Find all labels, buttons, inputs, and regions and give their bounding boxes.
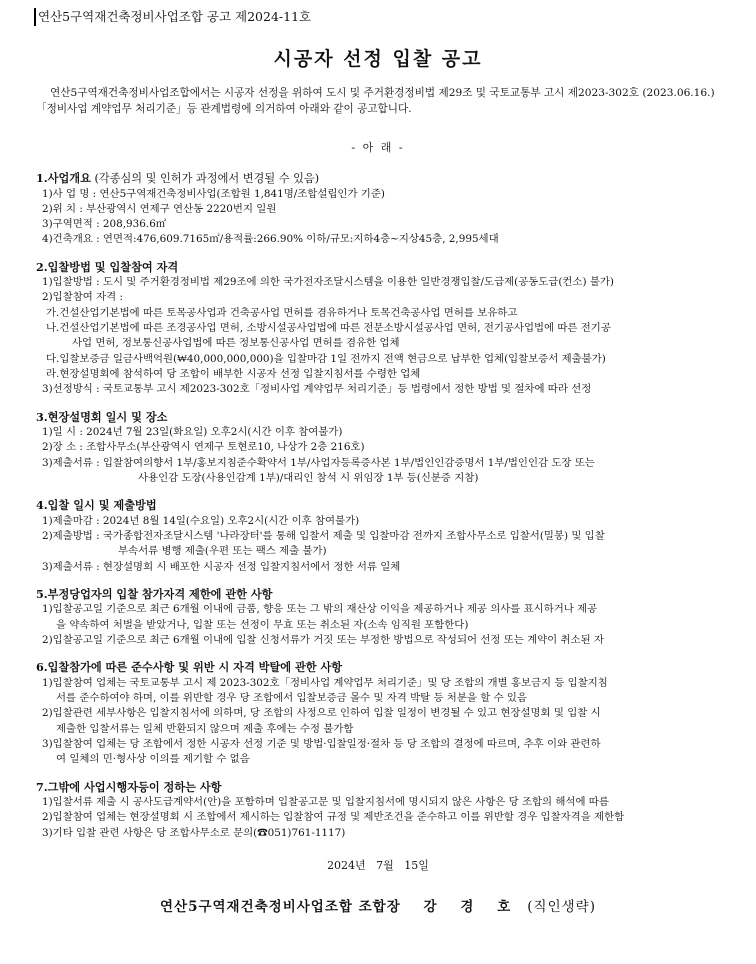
section-title: 1.사업개요 (각종심의 및 인허가 과정에서 변경될 수 있음) [36, 171, 320, 185]
page-title: 시공자 선정 입찰 공고 [273, 48, 483, 70]
list-item: 4)건축개요 : 연면적:476,609.7165㎡/용적률:266.90% 이하/규모:지하4층~지상45층, 2,995세대 [42, 233, 499, 246]
list-item: 1)입찰서류 제출 시 공사도급계약서(안)을 포함하며 입찰공고문 및 입찰지침서에 명시되지 않은 사항은 당 조합의 해석에 따름 [42, 796, 609, 809]
section-7 [36, 780, 720, 841]
section-1 [36, 171, 720, 248]
notice-date: 2024년 7월 15일 [327, 859, 429, 872]
list-item: 3)구역면적 : 208,936.6㎡ [42, 218, 167, 231]
seal-omitted-note: (직인생략) [527, 899, 596, 915]
list-item: 2)입찰참여 자격 : [42, 291, 123, 304]
section-title: 3.현장설명회 일시 및 장소 [36, 409, 168, 424]
signature-line: 연산5구역재건축정비사업조합 조합장 강 경 호 (직인생략) [160, 899, 596, 915]
list-item: 2)입찰공고일 기준으로 최근 6개월 이내에 입찰 신청서류가 거짓 또는 부정한 방법으로 작성되어 선정 또는 계약이 취소된 자 [42, 634, 604, 647]
section-6 [36, 660, 720, 767]
section-title: 4.입찰 일시 및 제출방법 [36, 498, 157, 513]
section-5 [36, 587, 720, 648]
list-item: 1)사 업 명 : 연산5구역재건축정비사업(조합원 1,841명/조합설립인가 기준) [42, 187, 385, 200]
intro-paragraph: 연산5구역재건축정비사업조합에서는 시공자 선정을 위하여 도시 및 주거환경정비법 제29조 및 국토교통부 고시 제2023-302호 (2023.06.16.)「정비사업 계약업무 처리기준」등 관계법령에 의거하여 아래와 같이 공고합니다. [36, 87, 715, 115]
list-item: 2)입찰참여 업체는 현장설명회 시 조합에서 제시하는 입찰참여 규정 및 제반조건을 준수하고 이를 위반할 경우 입찰자격을 제한함 [42, 811, 625, 824]
section-title: 2.입찰방법 및 입찰참여 자격 [36, 259, 179, 274]
list-item: 2)입찰관련 세부사항은 입찰지침서에 의하며, 당 조합의 사정으로 인하여 입찰 일정이 변경될 수 있고 현장설명회 및 입찰 시 제출한 입찰서류는 일체 반환되지 않으며 제출 후에는 수정 불가함 [42, 707, 601, 735]
list-item: 3)제출서류 : 입찰참여의향서 1부/홍보지침준수확약서 1부/사업자등록증사본 1부/법인인감증명서 1부/법인인감 도장 또는 사용인감 도장(사용인감계 1부)/대리인 참석 시 위임장 1부 등(신분증 지참) [42, 456, 595, 484]
list-item: 3)입찰참여 업체는 당 조합에서 정한 시공자 선정 기준 및 방법·입찰일정·절차 등 당 조합의 결정에 따르며, 추후 이와 관련하 여 일체의 민·형사상 이의를 제기할 수 없음 [42, 738, 601, 766]
section-2 [36, 260, 720, 398]
list-item: 3)선정방식 : 국토교통부 고시 제2023-302호「정비사업 계약업무 처리기준」등 법령에서 정한 방법 및 절차에 따라 선정 [42, 383, 592, 396]
list-item: 가.건설산업기본법에 따른 토목공사업과 건축공사업 면허를 겸유하거나 토목건축공사업 면허를 보유하고 [46, 306, 518, 319]
list-item: 2)위 치 : 부산광역시 연제구 연산동 2220번지 일원 [42, 202, 277, 215]
list-item: 3)제출서류 : 현장설명회 시 배포한 시공자 선정 입찰지침서에서 정한 서류 일체 [42, 560, 401, 573]
list-item: 1)입찰공고일 기준으로 최근 6개월 이내에 금품, 향응 또는 그 밖의 재산상 이익을 제공하거나 제공 의사를 표시하거나 제공 을 약속하여 처벌을 받았거나, 입찰 또는 선정이 무효 또는 취소된 자(소속 임직원 포함한다) [42, 603, 598, 631]
list-item: 2)제출방법 : 국가종합전자조달시스템 '나라장터'를 통해 입찰서 제출 및 입찰마감 전까지 조합사무소로 입찰서(밀봉) 및 입찰 부속서류 병행 제출(우편 또는 팩스 제출 불가) [42, 530, 605, 558]
list-item: 2)장 소 : 조합사무소(부산광역시 연제구 토현로10, 나상가 2층 216호) [42, 441, 365, 454]
list-item: 1)입찰참여 업체는 국토교통부 고시 제 2023-302호「정비사업 계약업무 처리기준」및 당 조합의 개별 홍보금지 등 입찰지침 서를 준수하여야 하며, 이를 위반할 경우 당 조합에서 입찰보증금 몰수 및 자격 박탈 등 처분을 할 수 있음 [42, 676, 608, 705]
list-item: 1)일 시 : 2024년 7월 23일(화요일) 오후2시(시간 이후 참여불가) [42, 426, 343, 439]
section-note: (각종심의 및 인허가 과정에서 변경될 수 있음) [90, 172, 320, 185]
list-item: 1)입찰방법 : 도시 및 주거환경정비법 제29조에 의한 국가전자조달시스템을 이용한 일반경쟁입찰/도급제(공동도급(컨소) 불가) [42, 276, 614, 289]
section-title: 5.부정당업자의 입찰 참가자격 제한에 관한 사항 [36, 586, 273, 601]
list-item: 다.입찰보증금 일금사백억원(₩40,000,000,000)을 입찰마감 1일 전까지 전액 현금으로 납부한 업체(입찰보증서 제출불가) [46, 352, 606, 365]
list-item: 라.현장설명회에 참석하여 당 조합이 배부한 시공자 선정 입찰지침서를 수령한 업체 [46, 367, 421, 380]
list-item: 1)제출마감 : 2024년 8월 14일(수요일) 오후2시(시간 이후 참여불가) [42, 514, 360, 527]
list-item: 나.건설산업기본법에 따른 조경공사업 면허, 소방시설공사업법에 따른 전문소방시설공사업 면허, 전기공사업법에 따른 전기공 사업 면허, 정보통신공사업법에 따른 정보통신공사업 면허를 겸유한 업체 [46, 322, 611, 350]
section-4 [36, 498, 720, 575]
center-mark: - 아 래 - [351, 141, 405, 154]
section-3 [36, 410, 720, 487]
section-title: 6.입찰참가에 따른 준수사항 및 위반 시 자격 박탈에 관한 사항 [36, 660, 343, 675]
notice-number: 연산5구역재건축정비사업조합 공고 제2024-11호 [34, 8, 720, 26]
list-item: 3)기타 입찰 관련 사항은 당 조합사무소로 문의(☎051)761-1117) [42, 826, 346, 839]
section-title: 7.그밖에 사업시행자등이 정하는 사항 [36, 779, 222, 794]
